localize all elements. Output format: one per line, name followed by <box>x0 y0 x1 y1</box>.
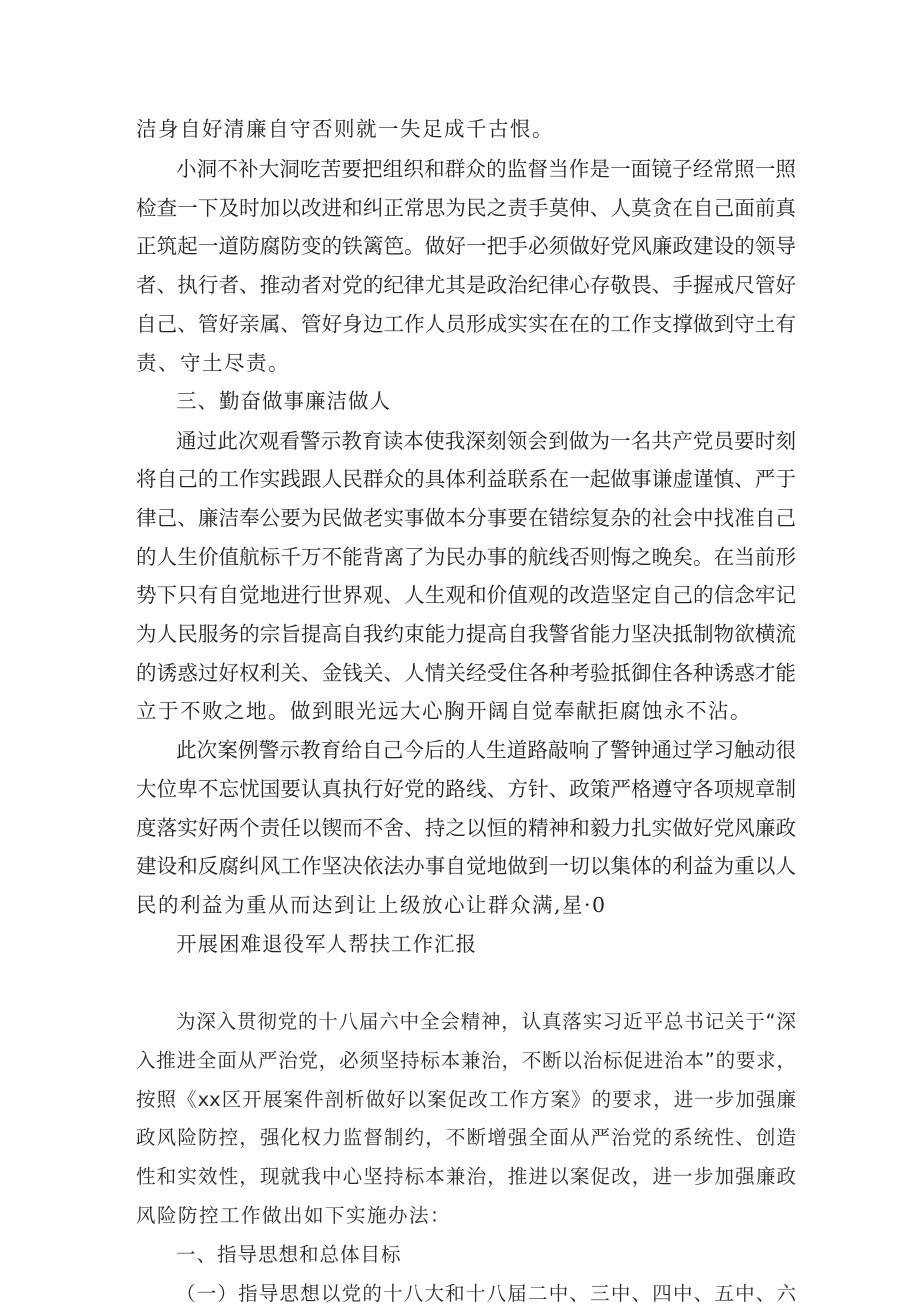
text-line: 者、执行者、推动者对党的纪律尤其是政治纪律心存敬畏、手握戒尺管好 <box>136 273 796 297</box>
section-heading: 三、勤奋做事廉洁做人 <box>176 389 391 413</box>
text-line: 按照《xx区开展案件剖析做好以案促改工作方案》的要求，进一步加强廉 <box>136 1088 796 1111</box>
text-line: 度落实好两个责任以锲而不舍、持之以恒的精神和毅力扎实做好党风廉政 <box>136 816 796 840</box>
text-line: 小洞不补大洞吃苦要把组织和群众的监督当作是一面镜子经常照一照 <box>176 157 796 181</box>
text-line: （一）指导思想以党的十八大和十八届二中、三中、四中、五中、六 <box>176 1282 796 1305</box>
text-line: 责、守土尽责。 <box>136 351 290 375</box>
text-line: 入推进全面从严治党，必须坚持标本兼治，不断以治标促进治本”的要求， <box>136 1049 796 1072</box>
text-line: 检查一下及时加以改进和纠正常思为民之责手莫伸、人莫贪在自己面前真 <box>136 196 796 220</box>
text-line: 通过此次观看警示教育读本使我深刻领会到做为一名共产党员要时刻 <box>176 429 796 453</box>
text-line: 为深入贯彻党的十八届六中全会精神，认真落实习近平总书记关于“深 <box>176 1010 796 1033</box>
text-line: 性和实效性，现就我中心坚持标本兼治，推进以案促改，进一步加强廉政 <box>136 1165 796 1188</box>
text-line: 将自己的工作实践跟人民群众的具体利益联系在一起做事谦虚谨慎、严于 <box>136 467 796 491</box>
text-line: 大位卑不忘忧国要认真执行好党的路线、方针、政策严格遵守各项规章制 <box>136 777 796 801</box>
text-line: 正筑起一道防腐防变的铁篱笆。做好一把手必须做好党风廉政建设的领导 <box>136 234 796 258</box>
text-line: 政风险防控，强化权力监督制约，不断增强全面从严治党的系统性、创造 <box>136 1126 796 1149</box>
text-line: 洁身自好清廉自守否则就一失足成千古恨。 <box>136 117 554 141</box>
section-heading: 一、指导思想和总体目标 <box>176 1243 402 1266</box>
text-line: 的诱惑过好权利关、金钱关、人情关经受住各种考验抵御住各种诱惑才能 <box>136 661 796 685</box>
text-line: 建设和反腐纠风工作坚决依法办事自觉地做到一切以集体的利益为重以人 <box>136 854 796 878</box>
text-line: 势下只有自觉地进行世界观、人生观和价值观的改造坚定自己的信念牢记 <box>136 583 796 607</box>
text-line: 风险防控工作做出如下实施办法： <box>136 1204 452 1227</box>
text-line: 为人民服务的宗旨提高自我约束能力提高自我警省能力坚决抵制物欲横流 <box>136 622 796 646</box>
text-line: 自己、管好亲属、管好身边工作人员形成实实在在的工作支撑做到守土有 <box>136 312 796 336</box>
text-line: 律己、廉洁奉公要为民做老实事做本分事要在错综复杂的社会中找准自己 <box>136 506 796 530</box>
text-line: 立于不败之地。做到眼光远大心胸开阔自觉奉献拒腐蚀永不沾。 <box>136 699 752 723</box>
text-line: 的人生价值航标千万不能背离了为民办事的航线否则悔之晚矣。在当前形 <box>136 545 796 569</box>
text-line: 此次案例警示教育给自己今后的人生道路敲响了警钟通过学习触动很 <box>176 738 796 762</box>
report-title: 开展困难退役军人帮扶工作汇报 <box>176 932 477 956</box>
text-line: 民的利益为重从而达到让上级放心让群众满,星·0 <box>136 893 607 917</box>
